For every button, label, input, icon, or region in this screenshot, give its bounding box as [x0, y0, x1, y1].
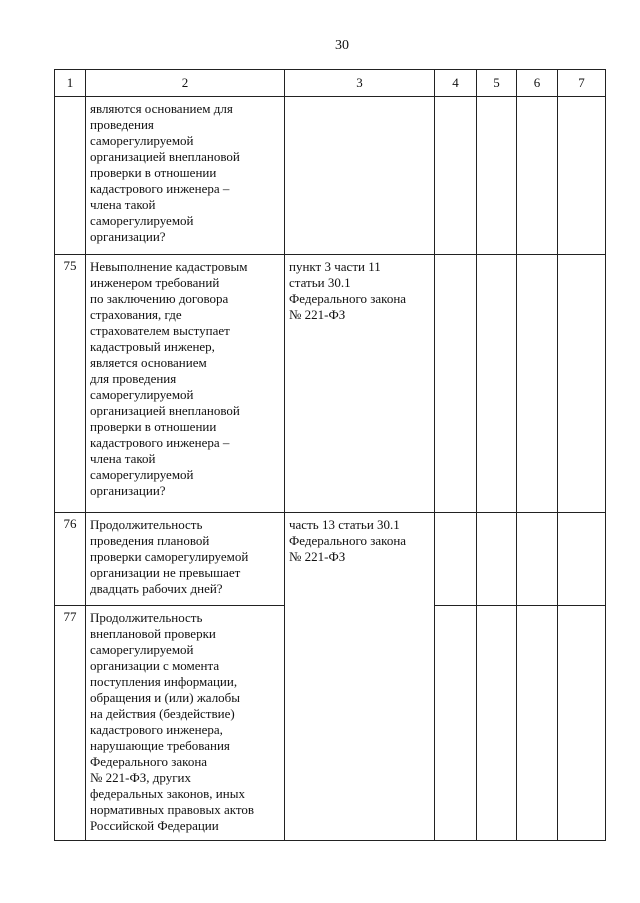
question-line: организацией внеплановой: [90, 149, 240, 164]
question-line: кадастровый инженер,: [90, 339, 215, 354]
empty-cell: [477, 255, 517, 513]
question-line: члена такой: [90, 197, 156, 212]
question-line: Продолжительность: [90, 610, 203, 625]
reference-line: № 221-ФЗ: [289, 549, 346, 564]
question-cell: [86, 97, 285, 255]
question-line: организацией внеплановой: [90, 403, 240, 418]
question-line: члена такой: [90, 451, 156, 466]
question-line: является основанием: [90, 355, 207, 370]
empty-cell: [558, 513, 606, 606]
header-cell: 2: [86, 70, 285, 97]
question-line: организации?: [90, 483, 166, 498]
reference-line: Федерального закона: [289, 533, 407, 548]
reference-cell: [285, 255, 435, 513]
question-line: саморегулируемой: [90, 133, 194, 148]
empty-cell: [435, 255, 477, 513]
question-line: саморегулируемой: [90, 387, 194, 402]
question-line: проведения: [90, 117, 154, 132]
question-line: проверки в отношении: [90, 419, 217, 434]
checklist-table: [54, 69, 606, 841]
question-line: Федерального закона: [90, 754, 208, 769]
question-line: на действия (бездействие): [90, 706, 235, 721]
question-line: проведения плановой: [90, 533, 210, 548]
header-cell: 1: [55, 70, 86, 97]
row-number: [55, 97, 86, 255]
header-cell: 3: [285, 70, 435, 97]
table-row: [55, 97, 606, 255]
empty-cell: [558, 97, 606, 255]
question-line: по заключению договора: [90, 291, 229, 306]
header-cell: 5: [477, 70, 517, 97]
empty-cell: [477, 513, 517, 606]
reference-line: часть 13 статьи 30.1: [289, 517, 400, 532]
question-line: саморегулируемой: [90, 467, 194, 482]
empty-cell: [435, 513, 477, 606]
header-row: [55, 70, 606, 97]
table-row: [55, 513, 606, 606]
question-line: проверки в отношении: [90, 165, 217, 180]
question-line: двадцать рабочих дней?: [90, 581, 223, 596]
question-line: № 221-ФЗ, других: [90, 770, 191, 785]
question-cell: [86, 606, 285, 841]
empty-cell: [517, 97, 558, 255]
question-cell: [86, 513, 285, 606]
empty-cell: [558, 606, 606, 841]
header-cell: 7: [558, 70, 606, 97]
question-line: федеральных законов, иных: [90, 786, 245, 801]
empty-cell: [435, 97, 477, 255]
question-line: нормативных правовых актов: [90, 802, 255, 817]
question-line: кадастрового инженера,: [90, 722, 223, 737]
row-number: 77: [55, 606, 86, 841]
table-row: [55, 255, 606, 513]
question-line: саморегулируемой: [90, 213, 194, 228]
question-cell: [86, 255, 285, 513]
header-cell: 6: [517, 70, 558, 97]
question-line: нарушающие требования: [90, 738, 230, 753]
empty-cell: [517, 255, 558, 513]
question-line: Российской Федерации: [90, 818, 219, 833]
question-line: организации?: [90, 229, 166, 244]
empty-cell: [477, 606, 517, 841]
reference-line: № 221-ФЗ: [289, 307, 346, 322]
question-line: обращения и (или) жалобы: [90, 690, 241, 705]
question-line: организации с момента: [90, 658, 220, 673]
reference-line: Федерального закона: [289, 291, 407, 306]
empty-cell: [558, 255, 606, 513]
question-line: являются основанием для: [90, 101, 233, 116]
empty-cell: [477, 97, 517, 255]
reference-cell: [285, 97, 435, 255]
question-line: Невыполнение кадастровым: [90, 259, 248, 274]
question-line: страхователем выступает: [90, 323, 230, 338]
question-line: проверки саморегулируемой: [90, 549, 249, 564]
header-cell: 4: [435, 70, 477, 97]
question-line: поступления информации,: [90, 674, 238, 689]
question-line: Продолжительность: [90, 517, 203, 532]
row-number: 76: [55, 513, 86, 606]
reference-line: статьи 30.1: [289, 275, 351, 290]
page-number: 30: [335, 38, 349, 53]
reference-cell: [285, 513, 435, 841]
empty-cell: [517, 513, 558, 606]
question-line: саморегулируемой: [90, 642, 194, 657]
question-line: кадастрового инженера –: [90, 181, 230, 196]
question-line: инженером требований: [90, 275, 220, 290]
question-line: организации не превышает: [90, 565, 241, 580]
empty-cell: [517, 606, 558, 841]
question-line: страхования, где: [90, 307, 182, 322]
reference-line: пункт 3 части 11: [289, 259, 381, 274]
question-line: для проведения: [90, 371, 177, 386]
row-number: 75: [55, 255, 86, 513]
empty-cell: [435, 606, 477, 841]
question-line: внеплановой проверки: [90, 626, 216, 641]
question-line: кадастрового инженера –: [90, 435, 230, 450]
